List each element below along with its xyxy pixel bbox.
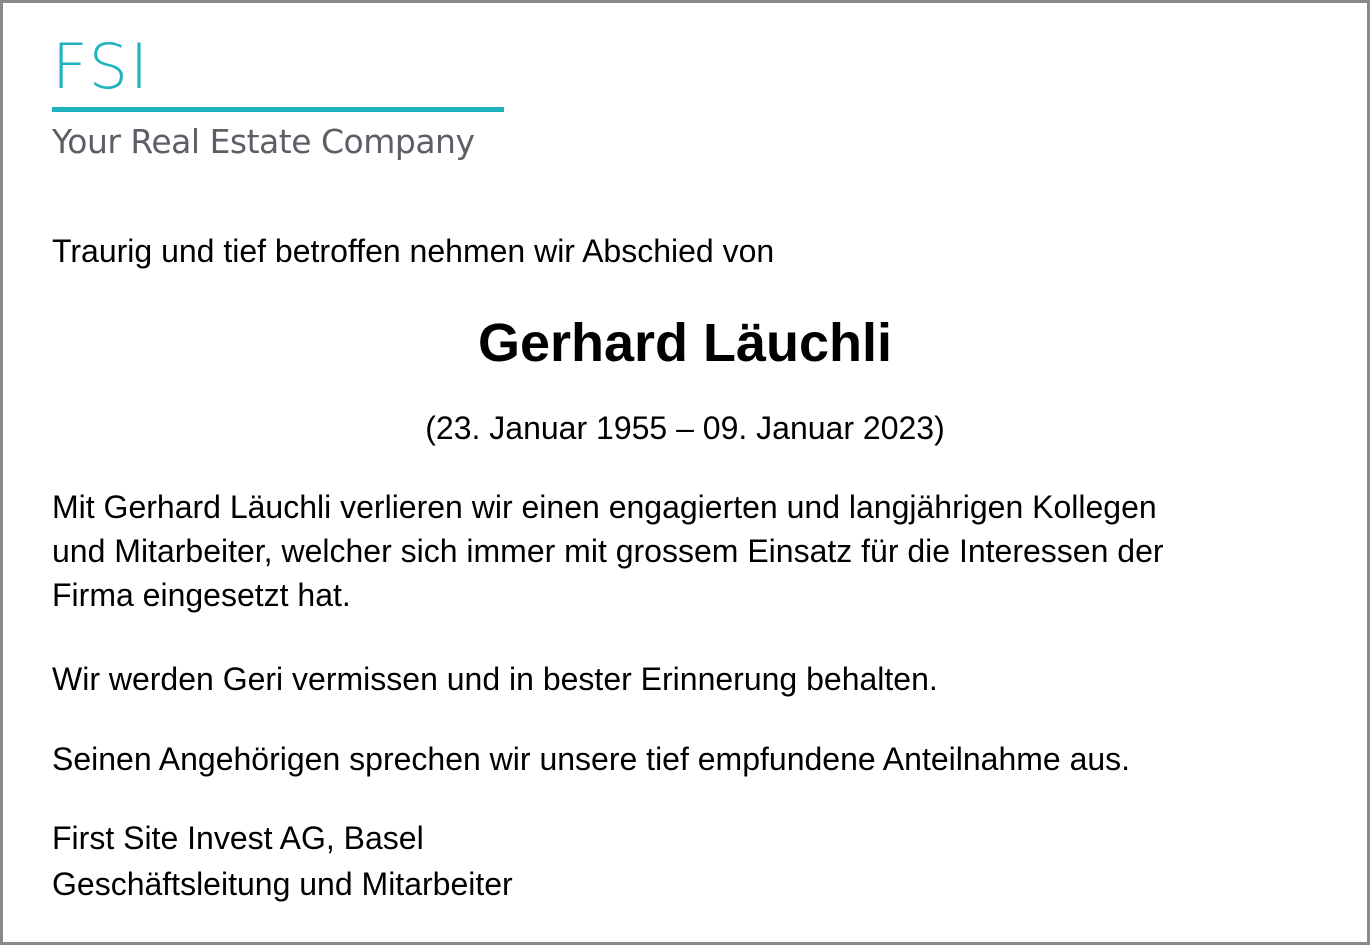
signature-company: First Site Invest AG, Basel xyxy=(52,820,424,856)
logo-letters: FSI xyxy=(52,30,151,103)
condolence-paragraph: Seinen Angehörigen sprechen wir unsere tief empfundene Anteilnahme aus. xyxy=(52,741,1131,777)
life-dates: (23. Januar 1955 – 09. Januar 2023) xyxy=(425,410,945,446)
signature-staff: Geschäftsleitung und Mitarbeiter xyxy=(52,866,513,902)
remembrance-paragraph: Wir werden Geri vermissen und in bester Erinnerung behalten. xyxy=(52,661,938,697)
deceased-name: Gerhard Läuchli xyxy=(477,313,893,373)
logo-tagline: Your Real Estate Company xyxy=(52,122,475,161)
logo-rule xyxy=(52,107,504,112)
tribute-line: Mit Gerhard Läuchli verlieren wir einen engagierten und langjährigen Kollegen xyxy=(52,489,1157,525)
company-logo xyxy=(52,30,504,162)
tribute-paragraph xyxy=(52,485,1332,617)
intro-text: Traurig und tief betroffen nehmen wir Abschied von xyxy=(52,233,775,269)
tribute-line: Firma eingesetzt hat. xyxy=(52,577,351,613)
tribute-line: und Mitarbeiter, welcher sich immer mit grossem Einsatz für die Interessen der xyxy=(52,533,1164,569)
